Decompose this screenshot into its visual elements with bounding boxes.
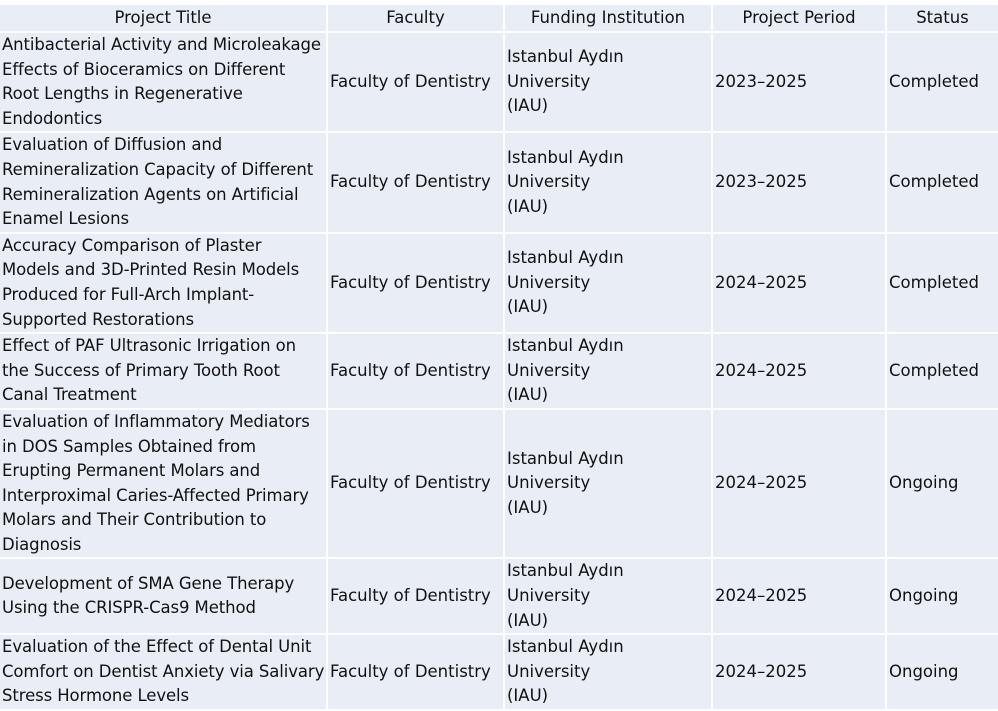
project-title-line: Interproximal Caries-Affected Primary [2,485,309,505]
project-title-line: the Success of Primary Tooth Root [2,360,280,380]
project-title-cell [0,559,328,635]
status-cell: Ongoing [887,410,998,560]
funding-institution-line: Istanbul Aydın University [507,47,624,91]
header-status: Status [887,5,998,33]
funding-institution-line: Istanbul Aydın University [507,561,624,606]
funding-institution-cell [505,410,713,560]
table-row [0,410,998,560]
faculty-cell: Faculty of Dentistry [328,133,505,233]
project-title-line: Root Lengths in Regenerative [2,84,243,104]
funding-institution-line: Istanbul Aydın University [507,448,624,493]
project-period-cell: 2024–2025 [713,410,887,560]
funding-institution-line: (IAU) [507,96,549,116]
project-title-line: in DOS Samples Obtained from [2,436,256,456]
project-title-line: Remineralization Capacity of Different [2,159,314,179]
project-title-line: Canal Treatment [2,385,137,405]
funding-institution-line: Istanbul Aydın University [507,147,624,192]
faculty-cell: Faculty of Dentistry [328,635,505,711]
funding-institution-line: (IAU) [507,196,549,216]
funding-institution-line: Istanbul Aydın University [507,336,624,380]
funding-institution-line: (IAU) [507,497,549,517]
funding-institution-line: (IAU) [507,385,549,405]
header-row [0,5,998,33]
status-cell: Completed [887,33,998,133]
project-title-line: Accuracy Comparison of Plaster [2,235,262,255]
table-body [0,33,998,711]
projects-table [0,5,998,711]
project-title-cell [0,234,328,334]
project-period-cell: 2024–2025 [713,234,887,334]
project-title-cell [0,410,328,560]
project-title-cell [0,133,328,233]
header-funding-institution: Funding Institution [505,5,713,33]
project-period-cell: 2024–2025 [713,334,887,410]
status-cell: Completed [887,234,998,334]
table-row [0,33,998,133]
project-title-line: Evaluation of Diffusion and [2,135,223,155]
faculty-cell: Faculty of Dentistry [328,33,505,133]
project-title-line: Using the CRISPR-Cas9 Method [2,598,256,618]
status-cell: Ongoing [887,635,998,711]
status-cell: Ongoing [887,559,998,635]
table-row [0,559,998,635]
header-faculty: Faculty [328,5,505,33]
project-title-line: Remineralization Agents on Artificial [2,184,299,204]
project-title-line: Development of SMA Gene Therapy [2,573,295,593]
project-title-line: Evaluation of Inflammatory Mediators [2,411,310,431]
status-cell: Completed [887,133,998,233]
project-title-line: Comfort on Dentist Anxiety via Salivary [2,661,325,681]
project-title-line: Erupting Permanent Molars and [2,461,261,481]
funding-institution-cell [505,334,713,410]
project-title-line: Diagnosis [2,534,82,554]
project-title-cell [0,33,328,133]
faculty-cell: Faculty of Dentistry [328,410,505,560]
project-title-line: Enamel Lesions [2,209,130,229]
funding-institution-line: Istanbul Aydın University [507,248,624,292]
funding-institution-line: (IAU) [507,610,549,630]
project-title-line: Molars and Their Contribution to [2,510,267,530]
table-row [0,334,998,410]
project-period-cell: 2024–2025 [713,559,887,635]
project-title-line: Evaluation of the Effect of Dental Unit [2,637,312,657]
funding-institution-cell [505,635,713,711]
project-title-cell [0,635,328,711]
project-period-cell: 2024–2025 [713,635,887,711]
project-title-line: Antibacterial Activity and Microleakage [2,35,321,54]
funding-institution-line: (IAU) [507,686,549,706]
header-project-period: Project Period [713,5,887,33]
project-title-line: Supported Restorations [2,309,195,329]
funding-institution-cell [505,33,713,133]
faculty-cell: Faculty of Dentistry [328,234,505,334]
table-row [0,133,998,233]
project-title-line: Models and 3D-Printed Resin Models [2,260,300,280]
header-project-title: Project Title [0,5,328,33]
project-period-cell: 2023–2025 [713,133,887,233]
project-title-line: Produced for Full-Arch Implant- [2,284,255,304]
funding-institution-cell [505,133,713,233]
project-title-line: Effect of PAF Ultrasonic Irrigation on [2,336,297,356]
faculty-cell: Faculty of Dentistry [328,334,505,410]
faculty-cell: Faculty of Dentistry [328,559,505,635]
status-cell: Completed [887,334,998,410]
table-header [0,5,998,33]
table-row [0,635,998,711]
project-title-line: Stress Hormone Levels [2,686,190,706]
project-title-cell [0,334,328,410]
table-row [0,234,998,334]
funding-institution-cell [505,559,713,635]
project-title-line: Effects of Bioceramics on Different [2,59,286,79]
funding-institution-line: Istanbul Aydın University [507,637,624,681]
funding-institution-cell [505,234,713,334]
project-title-line: Endodontics [2,108,103,128]
project-period-cell: 2023–2025 [713,33,887,133]
funding-institution-line: (IAU) [507,297,549,317]
